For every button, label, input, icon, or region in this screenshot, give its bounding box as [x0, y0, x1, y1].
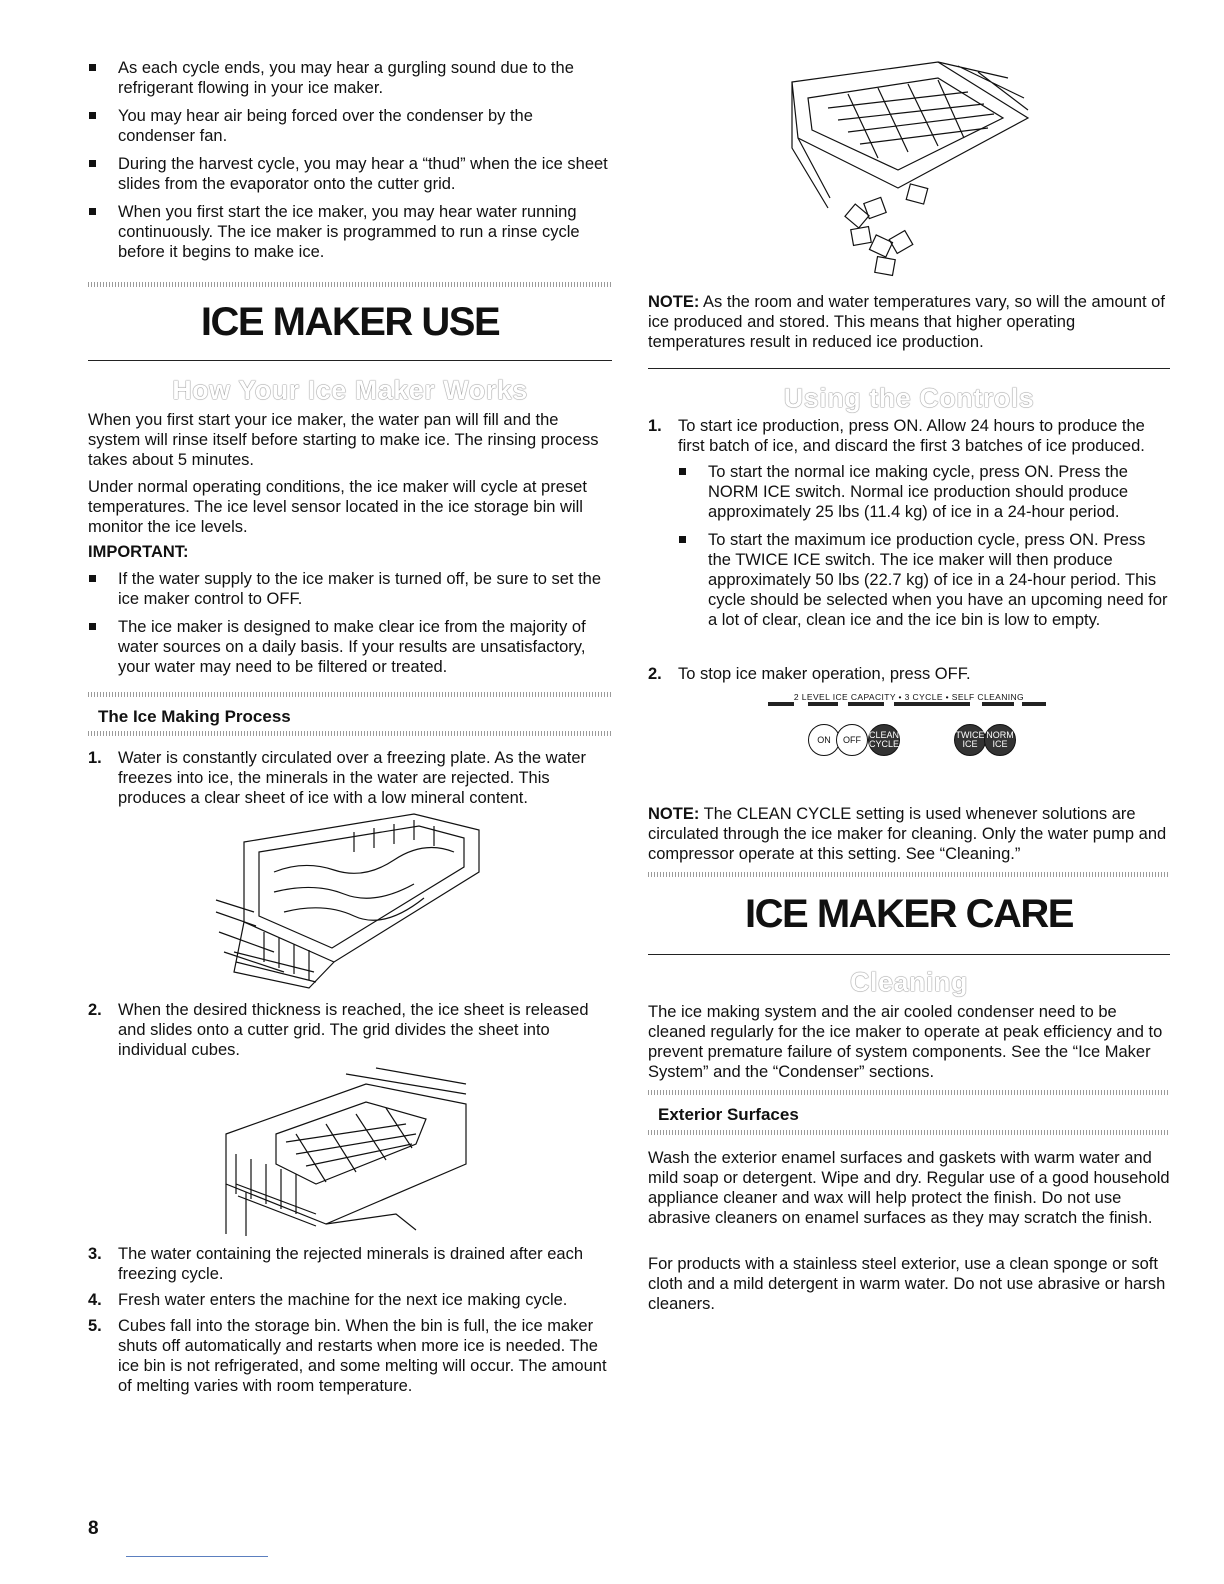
- control-panel-caption: 2 LEVEL ICE CAPACITY • 3 CYCLE • SELF CLEANING: [793, 692, 1025, 702]
- note-text: The CLEAN CYCLE setting is used whenever solutions are circulated through the ice maker for cleaning. Only the water pump and compressor operate at this setting. See “Cleaning.”: [648, 805, 1167, 863]
- divider: [648, 1090, 1170, 1095]
- twice-ice-button[interactable]: TWICE ICE: [954, 724, 986, 756]
- process-step: [88, 1316, 612, 1396]
- subheading-controls: Using the Controls: [783, 383, 1035, 413]
- section-rule: [88, 360, 612, 361]
- important-label: IMPORTANT:: [88, 543, 189, 561]
- divider: [88, 731, 612, 736]
- section-title-ice-maker-care: ICE MAKER CARE: [745, 892, 1073, 936]
- divider: [648, 872, 1170, 877]
- section-rule: [648, 954, 1170, 955]
- step-text: Cubes fall into the storage bin. When the bin is full, the ice maker shuts off automatically and restarts when more ice is needed. The ice bin is not refrigerated, and some melting will occur. The amount of melting varies with room temperature.: [118, 1317, 607, 1395]
- exterior-para2: For products with a stainless steel exterior, use a clean sponge or soft cloth and a mild detergent in warm water. Do not use abrasive or harsh cleaners.: [648, 1255, 1166, 1313]
- controls-step: [648, 416, 1170, 630]
- ice-cubes-illustration: [788, 58, 1032, 280]
- footer-line: [126, 1556, 268, 1557]
- controls-sub-bullet: To start the normal ice making cycle, press ON. Press the NORM ICE switch. Normal ice production should produce approximately 25 lbs (11.4 kg) of ice in a 24-hour period.: [678, 462, 1170, 522]
- subheading-cleaning: Cleaning: [849, 967, 968, 997]
- process-step: [88, 1000, 612, 1060]
- step-number: 1.: [648, 417, 662, 435]
- panel-bar: [848, 702, 884, 706]
- exterior-para1: Wash the exterior enamel surfaces and gaskets with warm water and mild soap or detergent. Wipe and dry. Regular use of a good household appliance cleaner and wax will help protect the finish. Do not use abrasive cleaners on enamel surfaces as they may scratch the finish.: [648, 1149, 1170, 1227]
- step-text: Water is constantly circulated over a freezing plate. As the water freezes into ice, the minerals in the water are rejected. This produces a clear sheet of ice with a low mineral content.: [118, 749, 587, 807]
- process-step: [88, 1244, 612, 1284]
- panel-bar: [1022, 702, 1046, 706]
- controls-step-list: [648, 416, 1170, 638]
- subheading-process: The Ice Making Process: [98, 707, 291, 726]
- divider: [648, 1130, 1170, 1135]
- panel-bar: [982, 702, 1014, 706]
- step-text: To start ice production, press ON. Allow 24 hours to produce the first batch of ice, and discard the first 3 batches of ice produced.: [678, 417, 1145, 455]
- intro-bullet: You may hear air being forced over the condenser by the condenser fan.: [88, 106, 612, 146]
- process-step-2-list: [88, 1000, 612, 1060]
- step-text: To stop ice maker operation, press OFF.: [678, 665, 971, 683]
- note-temperature: [648, 292, 1170, 352]
- controls-step: [648, 664, 1170, 684]
- controls-step-2-list: [648, 664, 1170, 684]
- controls-sub-bullets: [678, 462, 1170, 630]
- intro-bullet: During the harvest cycle, you may hear a “thud” when the ice sheet slides from the evaporator onto the cutter grid.: [88, 154, 612, 194]
- on-button[interactable]: ON: [808, 724, 840, 756]
- norm-ice-button[interactable]: NORM ICE: [984, 724, 1016, 756]
- note-clean-cycle: [648, 804, 1170, 864]
- important-bullet-list: [88, 569, 612, 685]
- note-label: NOTE:: [648, 805, 700, 823]
- intro-bullet: As each cycle ends, you may hear a gurgling sound due to the refrigerant flowing in your ice maker.: [88, 58, 612, 98]
- subheading-exterior: Exterior Surfaces: [658, 1105, 799, 1124]
- subheading-how-works: How Your Ice Maker Works: [172, 375, 528, 405]
- intro-bullet: When you first start the ice maker, you may hear water running continuously. The ice maker is programmed to run a rinse cycle before it begins to make ice.: [88, 202, 612, 262]
- how-works-para2: Under normal operating conditions, the ice maker will cycle at preset temperatures. The ice level sensor located in the ice storage bin will monitor the ice levels.: [88, 478, 587, 536]
- note-text: As the room and water temperatures vary, so will the amount of ice produced and stored. This means that higher operating temperatures result in reduced ice production.: [648, 293, 1165, 351]
- step-number: 2.: [88, 1001, 102, 1019]
- how-works-para1: When you first start your ice maker, the water pan will fill and the system will rinse itself before starting to make ice. The rinsing process takes about 5 minutes.: [88, 411, 599, 469]
- step-text: The water containing the rejected minerals is drained after each freezing cycle.: [118, 1245, 584, 1283]
- step-number: 3.: [88, 1245, 102, 1263]
- cutter-grid-illustration: [216, 1064, 472, 1240]
- panel-bar: [808, 702, 838, 706]
- section-rule: [648, 368, 1170, 369]
- process-step: [88, 748, 612, 808]
- step-number: 1.: [88, 749, 102, 767]
- cleaning-text: The ice making system and the air cooled condenser need to be cleaned regularly for the ice maker to operate at peak efficiency and to prevent premature failure of system components. See the “Ice Maker System” and the “Condenser” sections.: [648, 1003, 1163, 1081]
- step-text: When the desired thickness is reached, the ice sheet is released and slides onto a cutter grid. The grid divides the sheet into individual cubes.: [118, 1001, 589, 1059]
- panel-bar: [894, 702, 970, 706]
- step-number: 4.: [88, 1291, 102, 1309]
- clean-cycle-button[interactable]: CLEAN CYCLE: [868, 724, 900, 756]
- step-number: 5.: [88, 1317, 102, 1335]
- page-number: 8: [88, 1518, 99, 1539]
- process-steps-3-5-list: [88, 1244, 612, 1396]
- divider: [88, 282, 612, 287]
- controls-sub-bullet: To start the maximum ice production cycle, press ON. Press the TWICE ICE switch. The ice maker will then produce approximately 50 lbs (22.7 kg) of ice in a 24-hour period. This cycle should be selected when you have an upcoming need for a lot of clear, clean ice and the ice bin is low to empty.: [678, 530, 1170, 630]
- important-bullet: The ice maker is designed to make clear ice from the majority of water sources on a daily basis. If your results are unsatisfactory, your water may need to be filtered or treated.: [88, 617, 612, 677]
- section-title-ice-maker-use: ICE MAKER USE: [200, 300, 500, 344]
- divider: [88, 692, 612, 697]
- intro-bullet-list: [88, 58, 612, 270]
- process-step: [88, 1290, 612, 1310]
- panel-bar: [768, 702, 794, 706]
- note-label: NOTE:: [648, 293, 700, 311]
- step-text: Fresh water enters the machine for the next ice making cycle.: [118, 1291, 568, 1309]
- freezing-plate-illustration: [214, 812, 486, 990]
- off-button[interactable]: OFF: [836, 724, 868, 756]
- process-step-1-list: [88, 748, 612, 808]
- step-number: 2.: [648, 665, 662, 683]
- important-bullet: If the water supply to the ice maker is turned off, be sure to set the ice maker control to OFF.: [88, 569, 612, 609]
